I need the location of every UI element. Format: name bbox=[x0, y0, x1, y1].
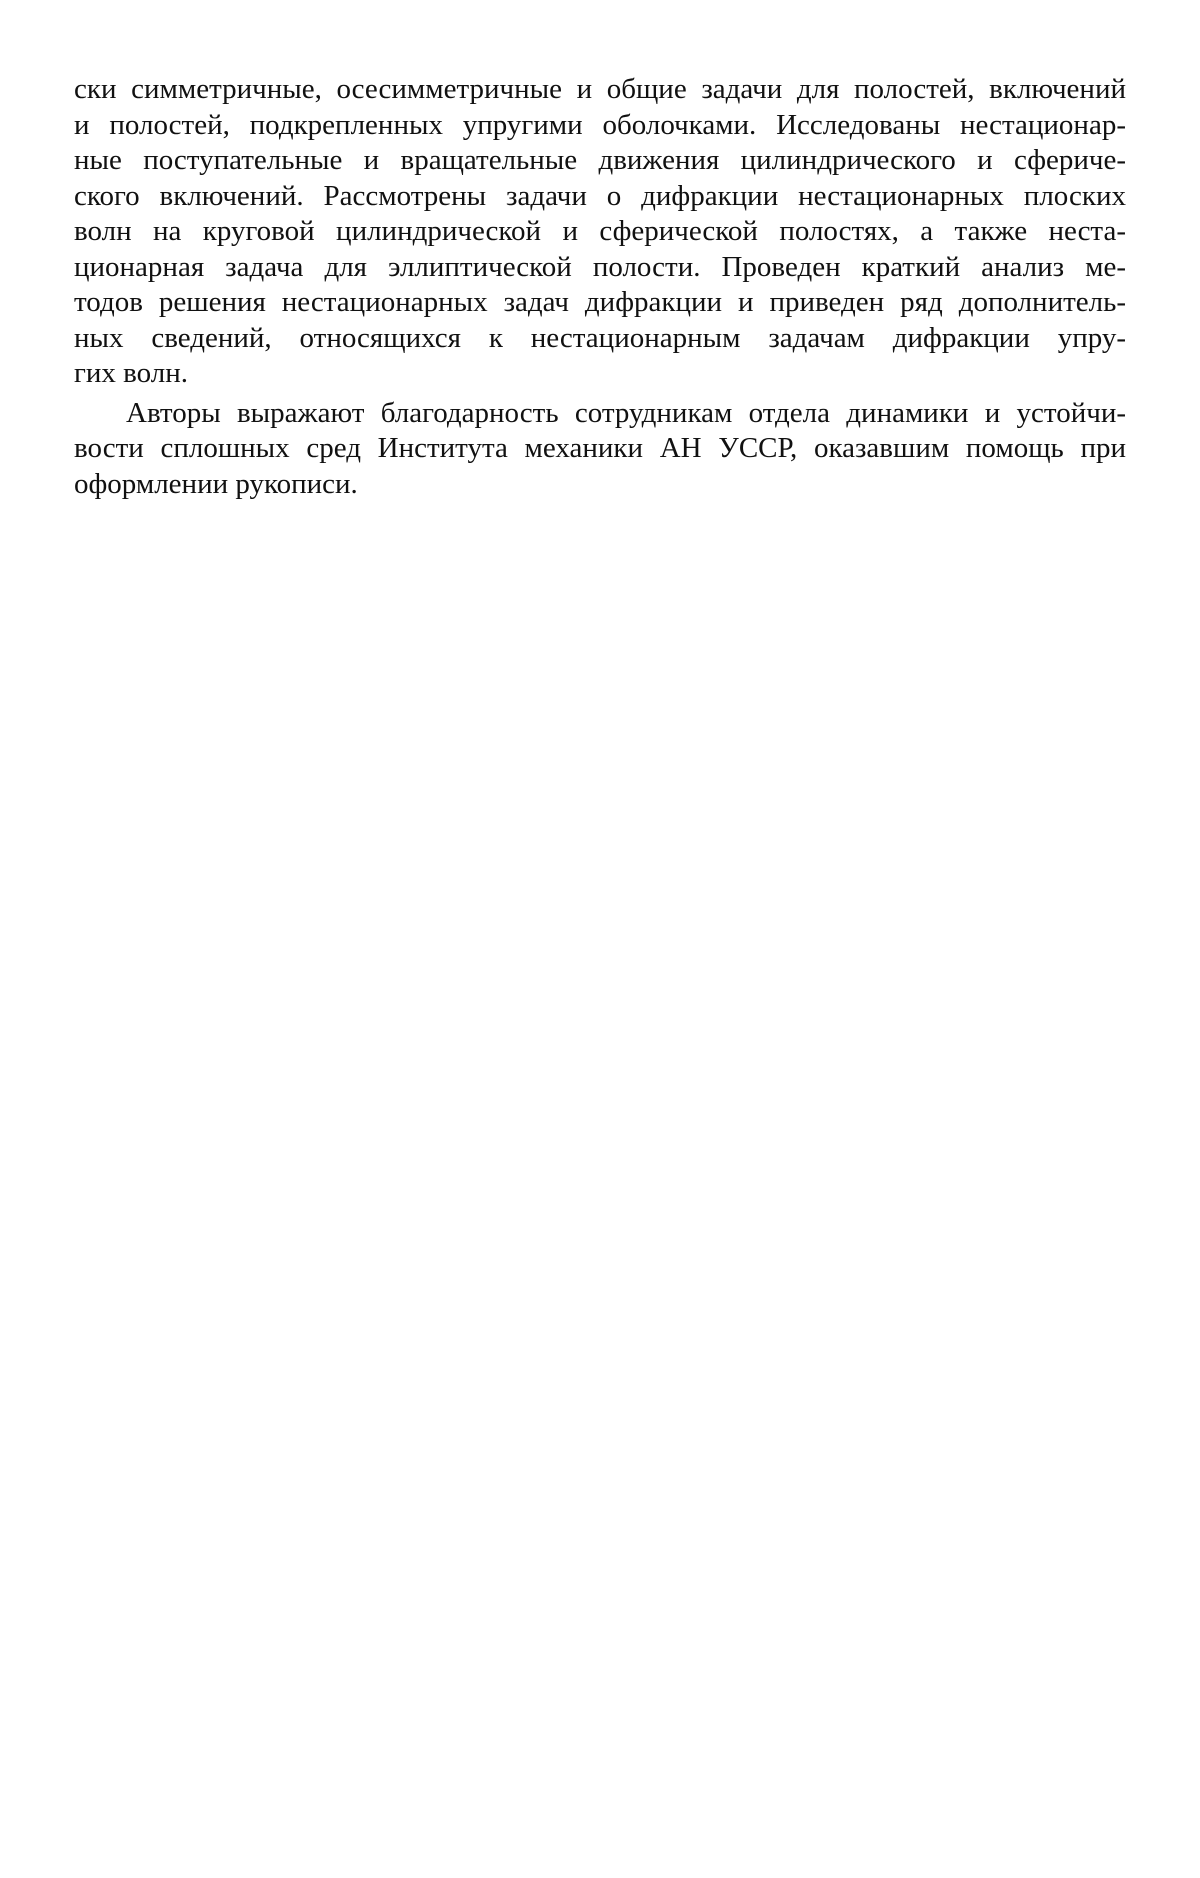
text-line: ционарная задача для эллиптической полости. Проведен краткий анализ ме- bbox=[74, 250, 1126, 283]
text-line: Авторы выражают благодарность сотрудникам отдела динамики и устойчи- bbox=[126, 396, 1126, 429]
text-line: вости сплошных сред Института механики АН УССР, оказавшим помощь при bbox=[74, 432, 1126, 464]
text-line: ски симметричные, осесимметричные и общие задачи для полостей, включений bbox=[74, 73, 1126, 105]
text-line: волн на круговой цилиндрической и сферической полостях, а также неста- bbox=[74, 215, 1126, 247]
document-page bbox=[74, 72, 1126, 502]
text-line: оформлении рукописи. bbox=[74, 467, 358, 500]
text-line: тодов решения нестационарных задач дифракции и приведен ряд дополнитель- bbox=[74, 286, 1126, 318]
text-line: ского включений. Рассмотрены задачи о дифракции нестационарных плоских bbox=[74, 179, 1126, 212]
paragraph-acknowledgement bbox=[74, 396, 1126, 503]
text-line: ные поступательные и вращательные движения цилиндрического и сфериче- bbox=[74, 144, 1126, 176]
paragraph-summary bbox=[74, 72, 1126, 392]
text-line: ных сведений, относящихся к нестационарным задачам дифракции упру- bbox=[74, 321, 1126, 354]
text-line: и полостей, подкрепленных упругими оболочками. Исследованы нестационар- bbox=[74, 108, 1126, 141]
text-line: гих волн. bbox=[74, 357, 189, 389]
